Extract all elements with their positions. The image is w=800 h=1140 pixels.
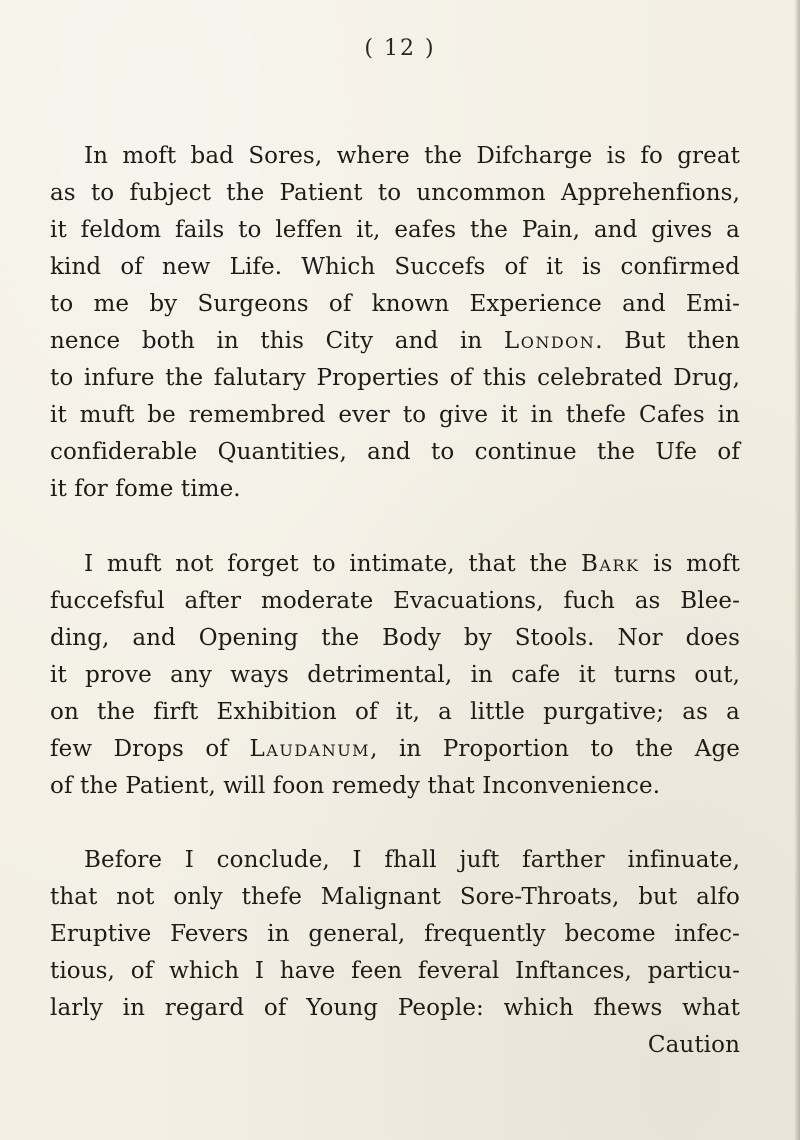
small-caps-word: London [503,328,596,354]
text-line: on the firft Exhibition of it, a little purgative; as a [50,699,740,725]
text-line: I muft not forget to intimate, that the Bark is moft [84,551,740,577]
text-line: it muft be remembred ever to give it in thefe Cafes in [50,402,740,428]
small-caps-word: Bark [581,551,640,577]
paragraph-1 [50,138,740,508]
text-line: to infure the falutary Properties of this celebrated Drug, [50,365,740,391]
text-line: fuccefsful after moderate Evacuations, fuch as Blee- [50,588,740,614]
text-line: nence both in this City and in London. But then [50,328,741,354]
page-number: ( 12 ) [364,36,436,61]
text-line: In moft bad Sores, where the Difcharge is fo great [84,143,740,169]
text-line: confiderable Quantities, and to continue the Ufe of [50,439,740,465]
text-line: tious, of which I have feen feveral Inftances, particu- [50,958,740,984]
text-line: that not only thefe Malignant Sore-Throats, but alfo [50,884,740,910]
text-line: larly in regard of Young People: which fhews what [50,995,740,1021]
text-line: it for fome time. [50,476,241,502]
catchword: Caution [647,1032,740,1058]
text-line: it prove any ways detrimental, in cafe it turns out, [50,662,740,688]
paragraph-2 [50,546,740,805]
text-line: kind of new Life. Which Succefs of it is confirmed [50,254,740,280]
text-line: Before I conclude, I fhall juft farther infinuate, [84,847,740,873]
text-line: to me by Surgeons of known Experience and Emi- [50,291,740,317]
paragraph-3 [50,842,740,1064]
small-caps-word: Laudanum [249,736,371,762]
page-edge-shadow [794,0,800,1140]
text-line: ding, and Opening the Body by Stools. Nor does [50,625,740,651]
text-line: it feldom fails to leffen it, eafes the Pain, and gives a [50,217,740,243]
text-line: as to fubject the Patient to uncommon Apprehenfions, [50,180,740,206]
text-line: few Drops of Laudanum, in Proportion to the Age [50,736,740,762]
text-line: of the Patient, will foon remedy that Inconvenience. [50,773,661,799]
text-line: Eruptive Fevers in general, frequently become infec- [50,921,740,947]
